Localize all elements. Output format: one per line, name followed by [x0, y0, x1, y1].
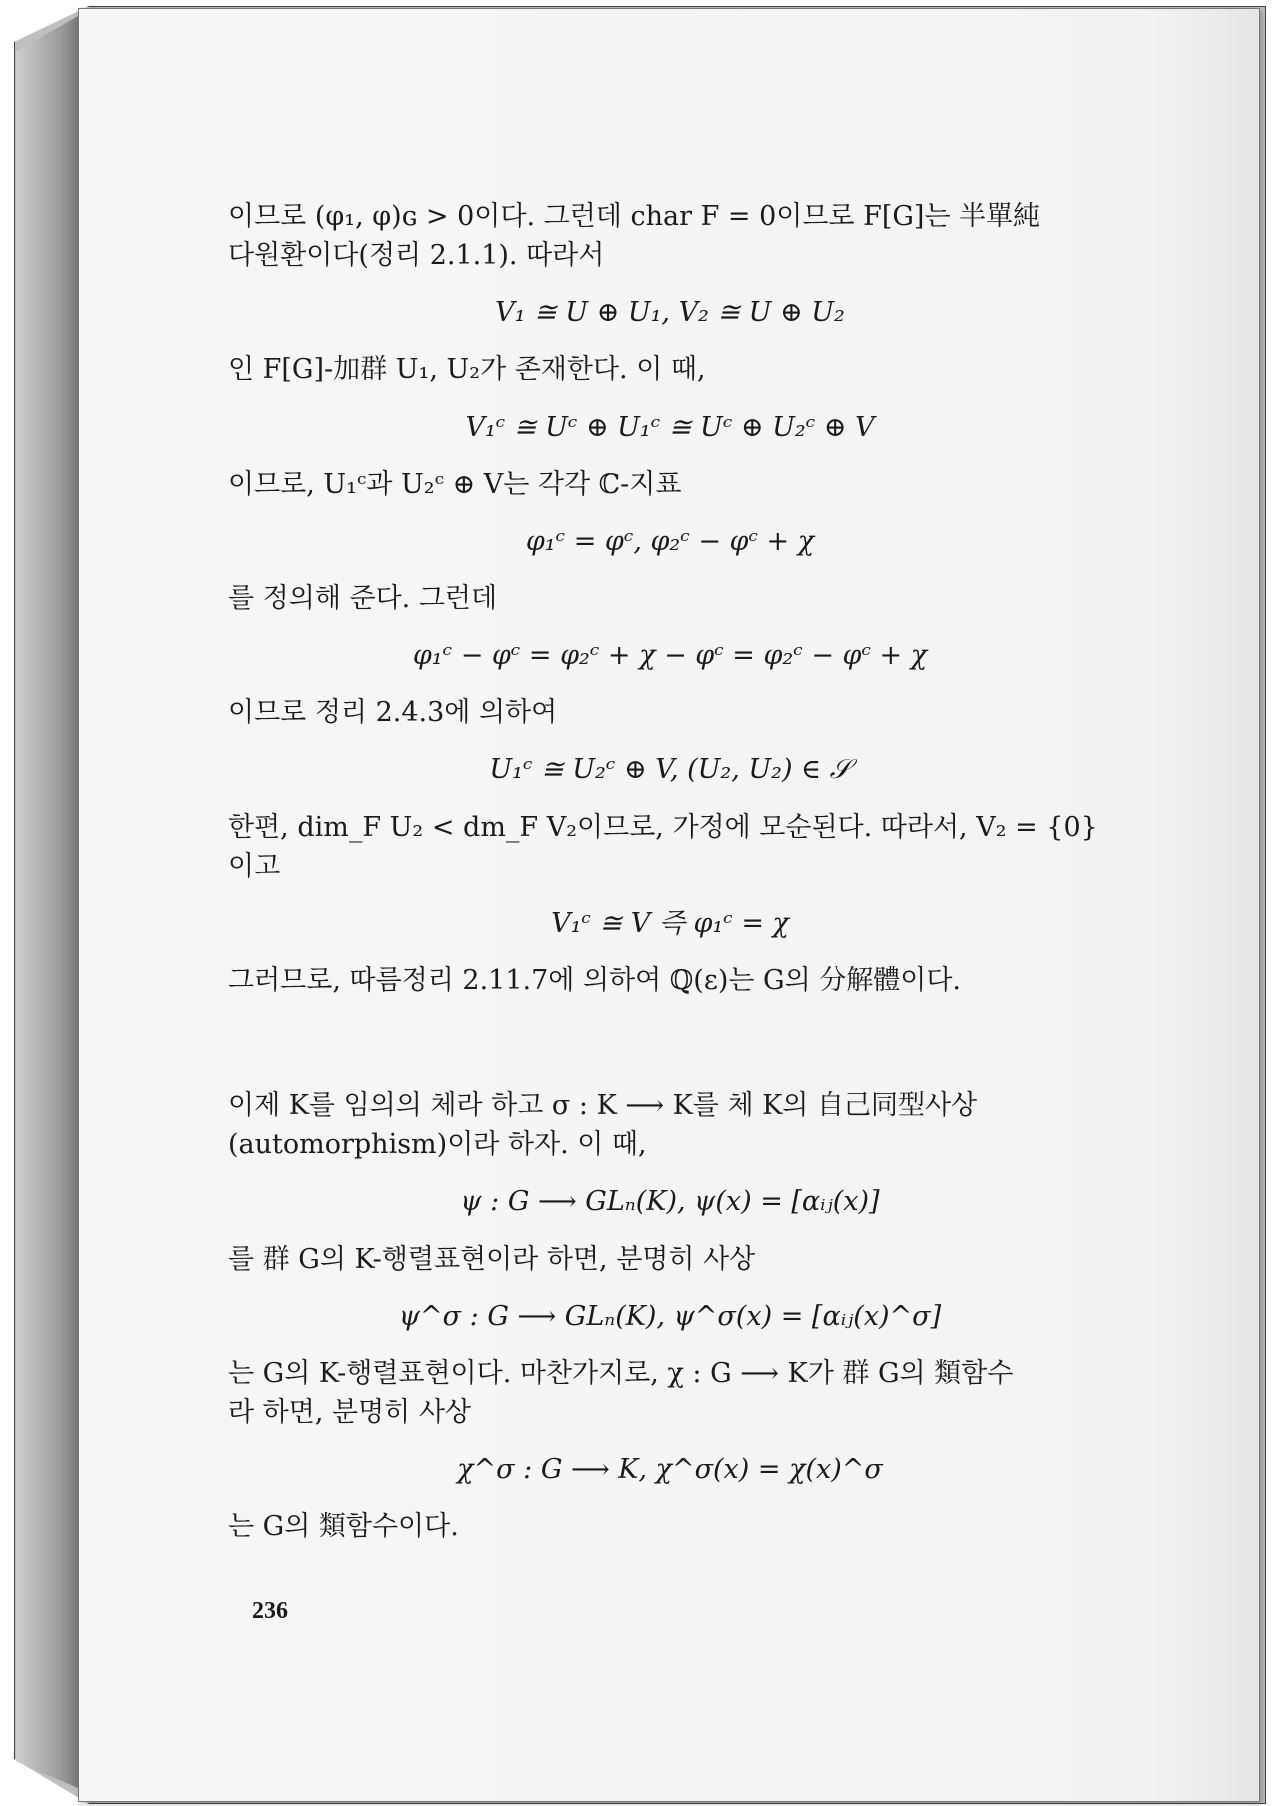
text-line: 이므로 (φ₁, φ)ɢ > 0이다. 그런데 char F = 0이므로 F[G]는 半單純 [228, 201, 1041, 232]
text-line: 다원환이다(정리 2.1.1). 따라서 [228, 240, 605, 272]
page-number: 236 [252, 1598, 288, 1624]
text-line: 이제 K를 임의의 체라 하고 σ : K ⟶ K를 체 K의 自己同型사상 [228, 1090, 978, 1122]
text-line: 한편, dim_F U₂ < dm_F V₂이므로, 가정에 모순된다. 따라서, V₂ = {0} [228, 811, 1098, 843]
book-spine [16, 16, 78, 1788]
page-text-body [228, 197, 1112, 1546]
equation: χ^σ : G ⟶ K, χ^σ(x) = χ(x)^σ [457, 1454, 883, 1486]
text-line: 이므로 정리 2.4.3에 의하여 [228, 697, 558, 729]
text-line: (automorphism)이라 하자. 이 때, [228, 1129, 647, 1161]
equation: φ₁ᶜ = φᶜ, φ₂ᶜ − φᶜ + χ [525, 525, 815, 557]
text-line: 그러므로, 따름정리 2.11.7에 의하여 ℚ(ε)는 G의 分解體이다. [228, 964, 961, 996]
text-line: 는 G의 K-행렬표현이다. 마찬가지로, χ : G ⟶ K가 群 G의 類함수 [228, 1357, 1014, 1389]
text-line: 를 정의해 준다. 그런데 [228, 582, 498, 614]
equation: ψ^σ : G ⟶ GLₙ(K), ψ^σ(x) = [αᵢⱼ(x)^σ] [398, 1300, 942, 1332]
equation: U₁ᶜ ≅ U₂ᶜ ⊕ V, (U₂, U₂) ∈ 𝒮 [489, 754, 851, 786]
text-line: 를 群 G의 K-행렬표현이라 하면, 분명히 사상 [228, 1243, 756, 1275]
text-line: 라 하면, 분명히 사상 [228, 1396, 471, 1428]
text-line: 인 F[G]-加群 U₁, U₂가 존재한다. 이 때, [228, 354, 706, 386]
text-line: 이고 [228, 850, 281, 882]
equation: V₁ ≅ U ⊕ U₁, V₂ ≅ U ⊕ U₂ [495, 297, 845, 329]
equation: V₁ᶜ ≅ V 즉 φ₁ᶜ = χ [551, 907, 789, 939]
equation: V₁ᶜ ≅ Uᶜ ⊕ U₁ᶜ ≅ Uᶜ ⊕ U₂ᶜ ⊕ V [465, 411, 875, 443]
equation: φ₁ᶜ − φᶜ = φ₂ᶜ + χ − φᶜ = φ₂ᶜ − φᶜ + χ [412, 640, 928, 672]
text-line: 는 G의 類함수이다. [228, 1511, 459, 1543]
text-line: 이므로, U₁ᶜ과 U₂ᶜ ⊕ V는 각각 ℂ-지표 [228, 468, 682, 500]
equation: ψ : G ⟶ GLₙ(K), ψ(x) = [αᵢⱼ(x)] [460, 1186, 880, 1218]
